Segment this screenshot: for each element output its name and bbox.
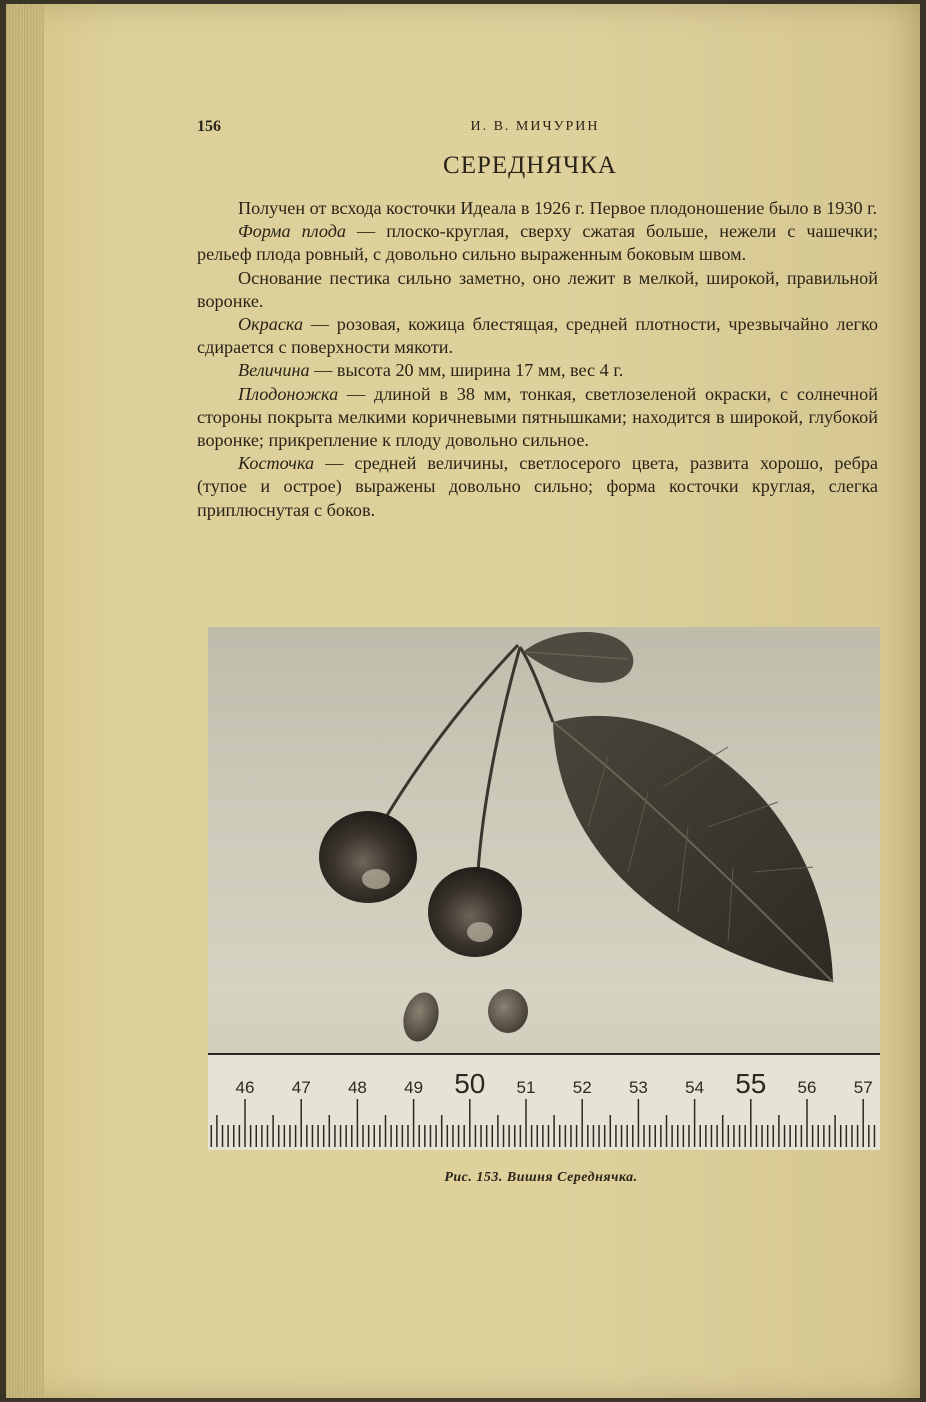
page-stack-edge <box>6 4 44 1398</box>
term-label: Косточка <box>238 453 315 474</box>
measuring-ruler <box>208 1054 880 1150</box>
cherry-photograph <box>208 627 880 1150</box>
ruler-label: 49 <box>404 1078 424 1097</box>
ruler-label: 52 <box>572 1078 592 1097</box>
pit-front-view <box>488 989 528 1033</box>
page-number: 156 <box>197 118 221 135</box>
ruler-label: 53 <box>628 1078 648 1097</box>
paragraph-fruit-shape: Форма плода — плоско-круглая, сверху сжатая больше, нежели с чашечки; рельеф плода ровный, с довольно сильно выраженным боковым швом. <box>197 221 878 265</box>
ruler-label: 55 <box>735 1068 767 1099</box>
term-label: Форма плода <box>238 221 347 242</box>
cherry-fruits <box>319 811 522 957</box>
cherry-left <box>319 811 417 903</box>
paragraph-pistil: Основание пестика сильно заметно, оно лежит в мелкой, широкой, правильной воронке. <box>197 267 878 311</box>
running-title: И. В. МИЧУРИН <box>470 119 600 134</box>
small-leaf <box>523 632 633 683</box>
paragraph-stalk: Плодоножка — длиной в 38 мм, тонкая, светлозеленой окраски, с солнечной стороны покрыта мелкими коричневыми пятнышками; находится в широкой, глубокой воронке; прикрепление к плоду довольно сильное. <box>197 383 878 451</box>
photo-illustration <box>208 627 880 1150</box>
paragraph-size: Величина — высота 20 мм, ширина 17 мм, вес 4 г. <box>238 360 624 381</box>
pit-side-view <box>398 988 444 1045</box>
cherry-right <box>428 867 522 957</box>
ruler-label: 48 <box>347 1078 367 1097</box>
ruler-label: 57 <box>853 1078 873 1097</box>
term-label: Окраска <box>238 314 304 335</box>
ruler-label: 51 <box>516 1078 536 1097</box>
large-leaf <box>553 716 833 982</box>
section-title: СЕРЕДНЯЧКА <box>443 152 617 179</box>
ruler-label: 54 <box>685 1078 705 1097</box>
paragraph-stone: Косточка — средней величины, светлосерого цвета, развита хорошо, ребра (тупое и острое) выражены довольно сильно; форма косточки круглая, слегка приплюснутая с боков. <box>197 453 878 520</box>
page-header <box>0 116 926 138</box>
figure-caption: Рис. 153. Вишня Середнячка. <box>444 1170 638 1185</box>
ruler-label: 46 <box>235 1078 255 1097</box>
ruler-label: 47 <box>291 1078 311 1097</box>
ruler-label: 56 <box>797 1078 817 1097</box>
paragraph-color: Окраска — розовая, кожица блестящая, средней плотности, чрезвычайно легко сдирается с поверхности мякоти. <box>197 314 878 358</box>
paragraph-origin: Получен от всхода косточки Идеала в 1926 г. Первое плодоношение было в 1930 г. <box>238 198 878 218</box>
term-label: Величина <box>238 360 310 381</box>
term-label: Плодоножка <box>238 383 339 404</box>
description-text <box>197 197 878 522</box>
ruler-label: 50 <box>454 1068 486 1099</box>
cherry-pits <box>398 988 528 1045</box>
